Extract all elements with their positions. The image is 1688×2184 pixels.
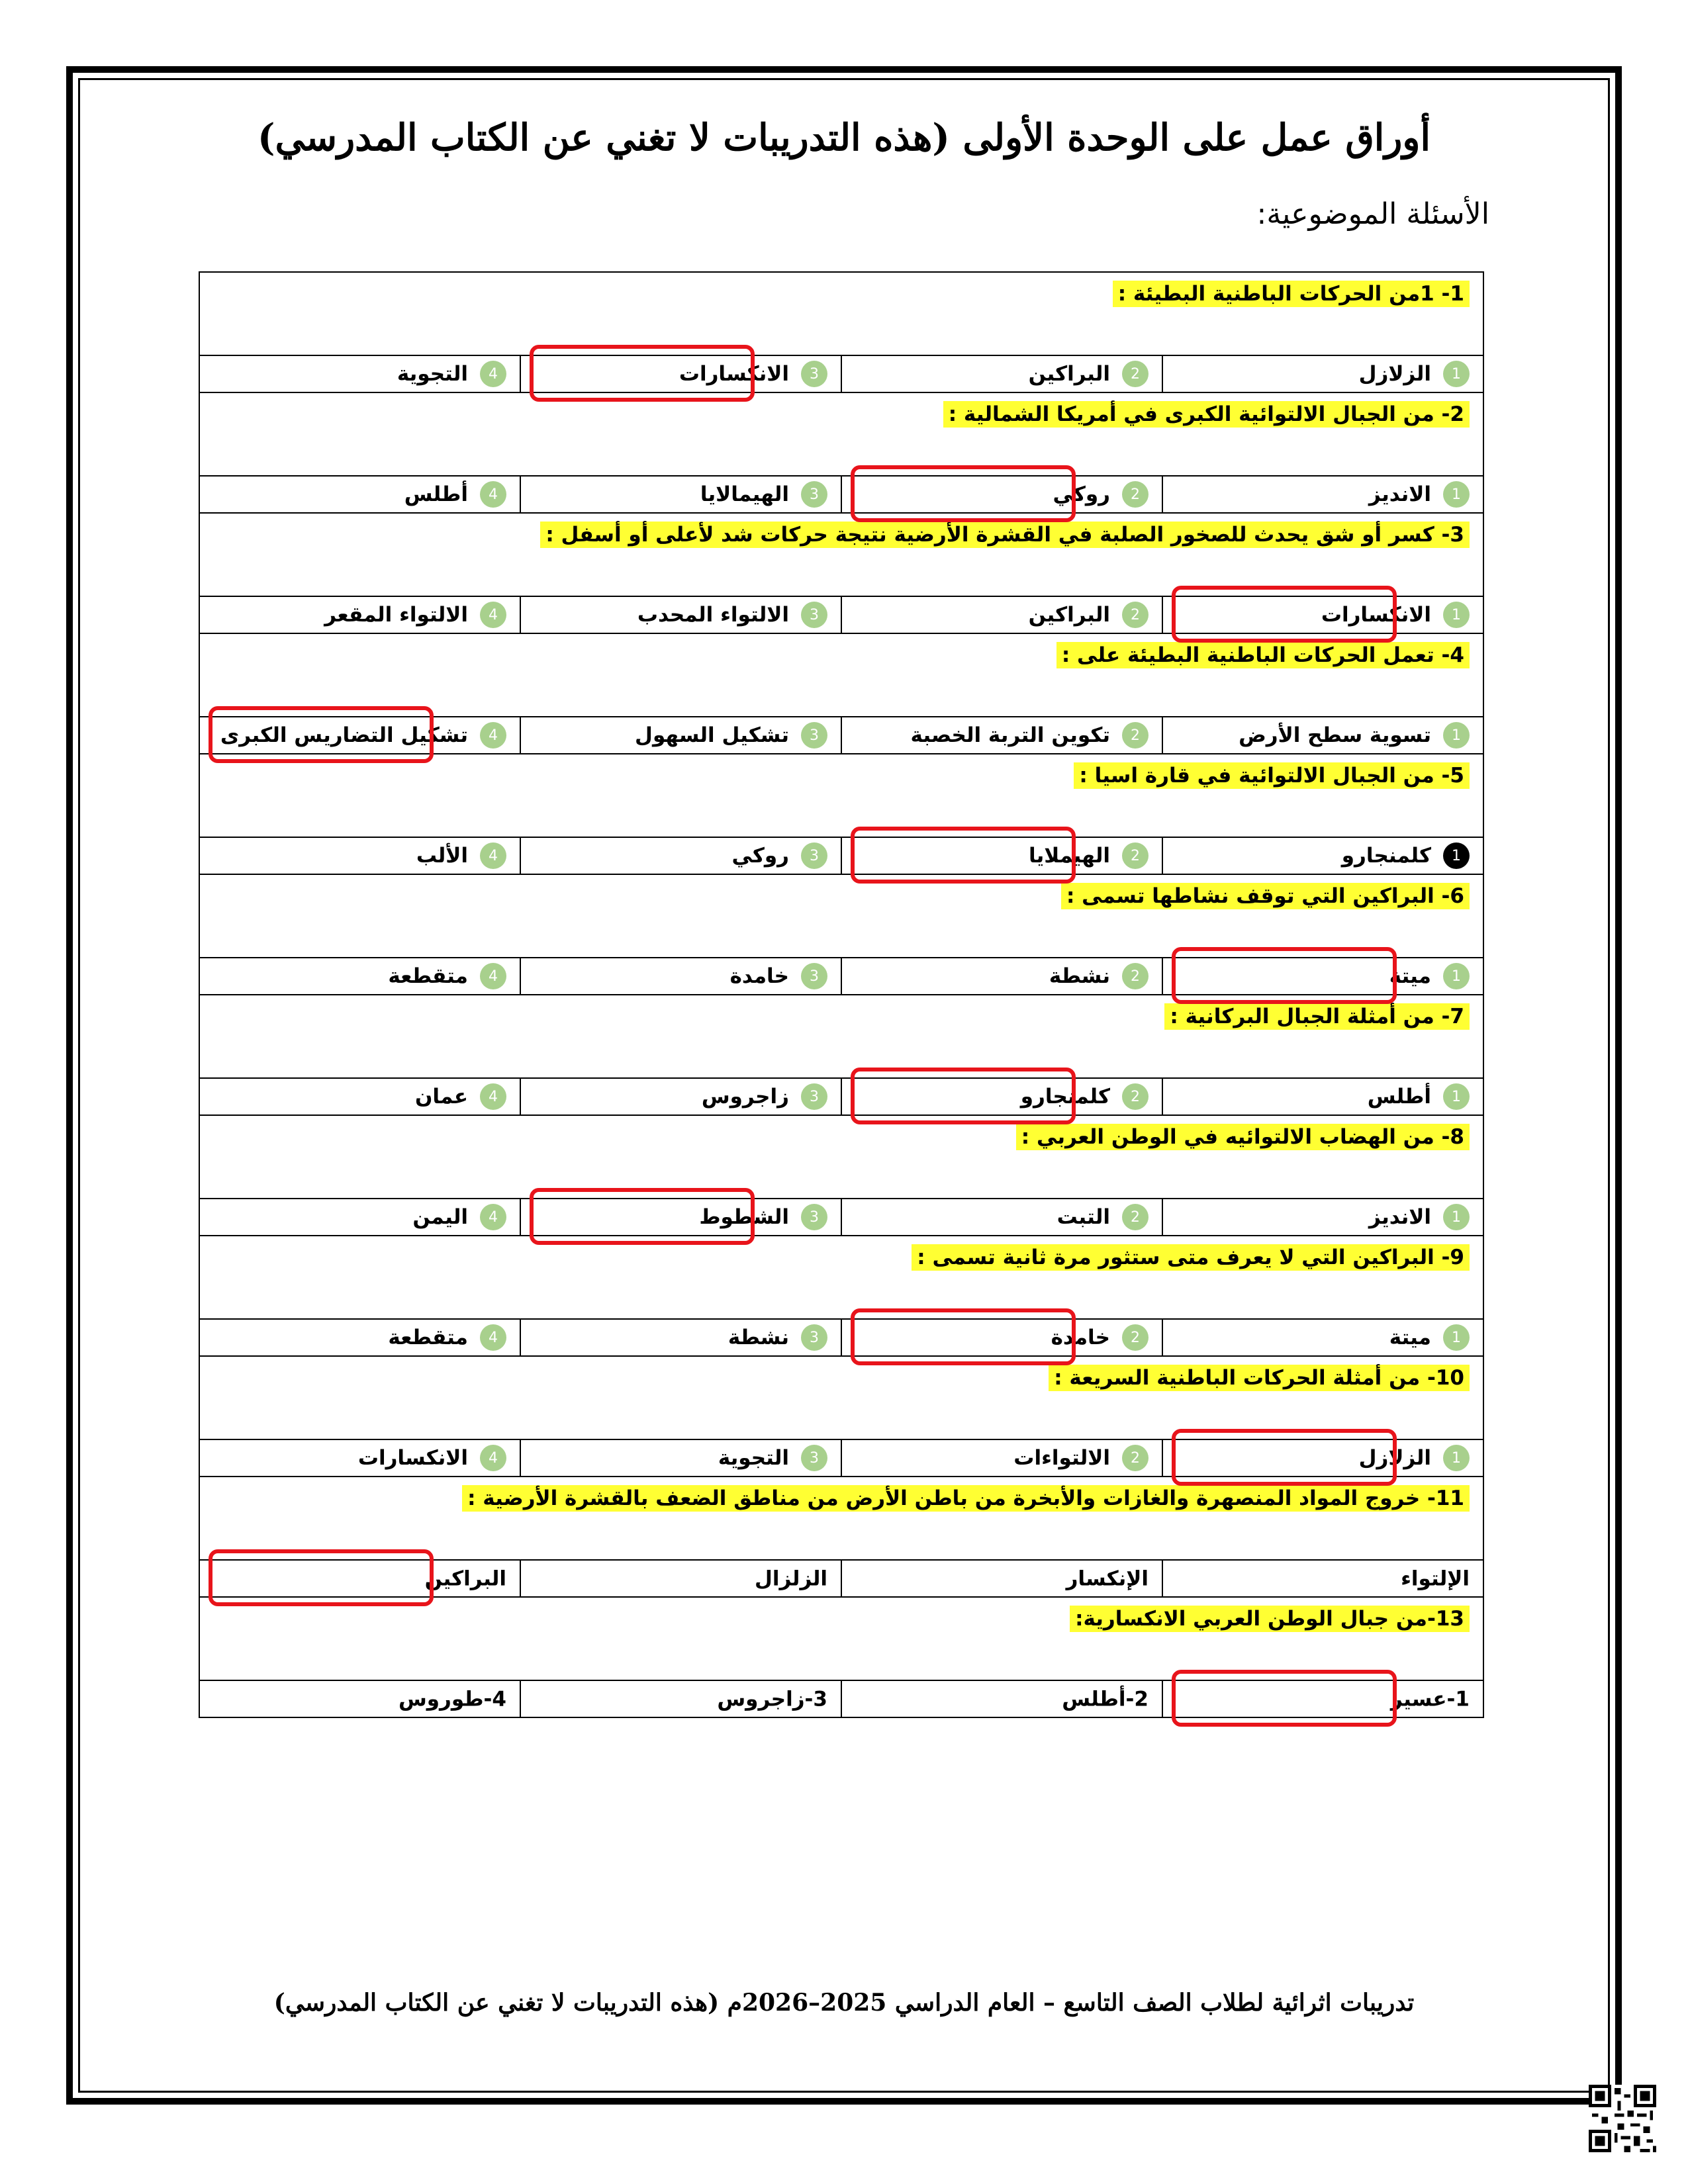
option-text: 2-أطلس (1062, 1687, 1149, 1711)
option-text: أطلس (1367, 1085, 1431, 1109)
option-text: تشكيل السهول (635, 723, 789, 747)
question-text: 7- من أمثلة الجبال البركانية : (1164, 1003, 1470, 1030)
option-cell (1162, 1078, 1483, 1115)
option-cell (841, 1319, 1162, 1356)
option-number-badge: 4 (480, 1324, 506, 1351)
option-text: 1-عسير (1390, 1687, 1470, 1711)
option-number-badge: 2 (1122, 602, 1149, 628)
question-row (199, 1356, 1483, 1439)
question-row (199, 1597, 1483, 1680)
option-text: متقطعة (388, 964, 468, 988)
option-cell (199, 1560, 520, 1597)
option-cell (520, 717, 841, 754)
option-number-badge: 4 (480, 963, 506, 989)
option-text: الالتواء المقعر (324, 603, 468, 627)
option-number-badge: 1 (1443, 842, 1470, 869)
option-cell (1162, 1439, 1483, 1477)
option-cell (841, 1078, 1162, 1115)
option-number-badge: 2 (1122, 1083, 1149, 1110)
option-cell (841, 1199, 1162, 1236)
option-number-badge: 3 (801, 1324, 827, 1351)
question-row (199, 272, 1483, 355)
option-number-badge: 3 (801, 1445, 827, 1471)
option-text: روكي (731, 844, 789, 868)
question-row (199, 1115, 1483, 1199)
question-text: 3- كسر أو شق يحدث للصخور الصلبة في القشرة الأرضية نتيجة حركات شد لأعلى أو أسفل : (540, 522, 1470, 548)
option-cell (841, 717, 1162, 754)
option-text: الهيمالايا (700, 482, 789, 506)
questions-table (199, 271, 1484, 1718)
option-number-badge: 2 (1122, 1204, 1149, 1230)
options-row (199, 1439, 1483, 1477)
option-number-badge: 4 (480, 1204, 506, 1230)
options-row (199, 1560, 1483, 1597)
option-number-badge: 2 (1122, 1445, 1149, 1471)
options-row (199, 958, 1483, 995)
option-cell (199, 476, 520, 513)
question-row (199, 513, 1483, 596)
option-text: ميتة (1389, 1326, 1431, 1349)
option-cell (199, 355, 520, 392)
option-number-badge: 3 (801, 722, 827, 749)
option-number-badge: 3 (801, 361, 827, 387)
option-text: 3-زاجروس (717, 1687, 827, 1711)
option-cell (1162, 717, 1483, 754)
option-number-badge: 4 (480, 842, 506, 869)
option-text: الزلازل (1358, 362, 1431, 386)
option-number-badge: 2 (1122, 1324, 1149, 1351)
option-text: الالتواءات (1013, 1446, 1110, 1470)
option-cell (520, 1680, 841, 1717)
option-number-badge: 2 (1122, 481, 1149, 508)
option-text: ميتة (1389, 964, 1431, 988)
option-number-badge: 2 (1122, 722, 1149, 749)
option-cell (841, 1560, 1162, 1597)
option-text: روكي (1053, 482, 1110, 506)
question-text: 1- 1من الحركات الباطنية البطيئة : (1113, 281, 1470, 307)
question-row (199, 995, 1483, 1078)
question-row (199, 754, 1483, 837)
option-number-badge: 4 (480, 361, 506, 387)
option-number-badge: 1 (1443, 1445, 1470, 1471)
question-row (199, 392, 1483, 476)
option-text: التجوية (718, 1446, 789, 1470)
question-row (199, 874, 1483, 958)
option-cell (199, 717, 520, 754)
footer-note: تدريبات اثرائية لطلاب الصف التاسع – العام الدراسي 2025–2026م (هذه التدريبات لا تغني عن الكتاب المدرسي) (273, 1989, 1415, 2017)
option-text: الالتواء المحدب (637, 603, 789, 627)
option-text: نشطة (1049, 964, 1110, 988)
option-text: الزلازل (1358, 1446, 1431, 1470)
option-cell (520, 1199, 841, 1236)
option-number-badge: 2 (1122, 963, 1149, 989)
option-cell (199, 1319, 520, 1356)
question-text: 10- من أمثلة الحركات الباطنية السريعة : (1049, 1365, 1470, 1391)
option-text: الزلزال (755, 1567, 827, 1591)
option-text: الإنكسار (1066, 1567, 1149, 1591)
option-number-badge: 4 (480, 1445, 506, 1471)
question-text: 11- خروج المواد المنصهرة والغازات والأبخرة من باطن الأرض من مناطق الضعف بالقشرة الأرضية : (462, 1485, 1470, 1512)
option-text: 4-طوروس (399, 1687, 506, 1711)
options-row (199, 837, 1483, 874)
option-cell (841, 958, 1162, 995)
option-text: خامدة (729, 964, 789, 988)
option-cell (841, 476, 1162, 513)
option-number-badge: 1 (1443, 1324, 1470, 1351)
options-row (199, 1078, 1483, 1115)
option-text: خامدة (1051, 1326, 1110, 1349)
option-text: التبت (1056, 1205, 1110, 1229)
question-text: 13-من جبال الوطن العربي الانكسارية: (1070, 1606, 1470, 1632)
option-cell (520, 1560, 841, 1597)
section-subtitle: الأسئلة الموضوعية: (1256, 197, 1489, 231)
option-cell (199, 1078, 520, 1115)
option-number-badge: 2 (1122, 842, 1149, 869)
options-row (199, 717, 1483, 754)
option-cell (520, 355, 841, 392)
question-row (199, 1236, 1483, 1319)
option-number-badge: 4 (480, 722, 506, 749)
question-text: 2- من الجبال الالتوائية الكبرى في أمريكا الشمالية : (943, 401, 1470, 428)
option-text: الانكسارات (1321, 603, 1431, 627)
option-number-badge: 3 (801, 842, 827, 869)
option-number-badge: 1 (1443, 1204, 1470, 1230)
option-cell (1162, 355, 1483, 392)
qr-code-icon (1589, 2085, 1656, 2152)
option-number-badge: 2 (1122, 361, 1149, 387)
options-row (199, 1199, 1483, 1236)
option-number-badge: 3 (801, 1083, 827, 1110)
option-cell (199, 837, 520, 874)
option-cell (841, 1680, 1162, 1717)
worksheet-title: أوراق عمل على الوحدة الأولى (هذه التدريبات لا تغني عن الكتاب المدرسي) (257, 116, 1430, 159)
option-number-badge: 1 (1443, 602, 1470, 628)
option-text: البراكين (1028, 362, 1110, 386)
option-text: الألب (416, 844, 468, 868)
option-text: البراكين (1028, 603, 1110, 627)
option-number-badge: 4 (480, 602, 506, 628)
question-row (199, 1477, 1483, 1560)
option-text: الشطوط (699, 1205, 789, 1229)
options-row (199, 1319, 1483, 1356)
option-text: تكوين التربة الخصبة (910, 723, 1110, 747)
option-text: الهيملايا (1029, 844, 1110, 868)
option-text: كلمنجارو (1341, 844, 1431, 868)
option-cell (199, 596, 520, 633)
option-text: تسوية سطح الأرض (1239, 723, 1431, 747)
question-text: 9- البراكين التي لا يعرف متى ستثور مرة ثانية تسمى : (912, 1244, 1470, 1271)
option-cell (1162, 1680, 1483, 1717)
option-cell (1162, 1199, 1483, 1236)
option-number-badge: 4 (480, 481, 506, 508)
option-text: الإلتواء (1401, 1567, 1470, 1591)
options-row (199, 355, 1483, 392)
option-number-badge: 1 (1443, 722, 1470, 749)
option-cell (841, 596, 1162, 633)
option-cell (841, 355, 1162, 392)
options-row (199, 1680, 1483, 1717)
question-text: 4- تعمل الحركات الباطنية البطيئة على : (1056, 642, 1470, 668)
option-text: البراكين (424, 1567, 506, 1591)
option-text: اليمن (412, 1205, 468, 1229)
option-cell (199, 1439, 520, 1477)
option-number-badge: 3 (801, 963, 827, 989)
question-text: 6- البراكين التي توقف نشاطها تسمى : (1061, 883, 1470, 909)
option-number-badge: 3 (801, 481, 827, 508)
option-cell (1162, 837, 1483, 874)
option-cell (1162, 476, 1483, 513)
option-cell (1162, 596, 1483, 633)
option-text: الانكسارات (357, 1446, 468, 1470)
option-text: عمان (414, 1085, 468, 1109)
option-cell (1162, 958, 1483, 995)
option-text: كلمنجارو (1020, 1085, 1110, 1109)
question-text: 5- من الجبال الالتوائية في قارة اسيا : (1074, 762, 1470, 789)
option-text: زاجروس (701, 1085, 789, 1109)
option-text: التجوية (397, 362, 468, 386)
option-cell (199, 1680, 520, 1717)
option-text: نشطة (727, 1326, 789, 1349)
option-number-badge: 1 (1443, 481, 1470, 508)
option-number-badge: 4 (480, 1083, 506, 1110)
option-cell (520, 1439, 841, 1477)
option-number-badge: 1 (1443, 1083, 1470, 1110)
option-cell (199, 958, 520, 995)
option-number-badge: 3 (801, 602, 827, 628)
option-cell (520, 1078, 841, 1115)
option-number-badge: 1 (1443, 963, 1470, 989)
option-cell (520, 1319, 841, 1356)
option-cell (520, 837, 841, 874)
option-text: تشكيل التضاريس الكبرى (220, 723, 468, 747)
option-text: الانديز (1368, 1205, 1431, 1229)
option-cell (199, 1199, 520, 1236)
question-row (199, 633, 1483, 717)
option-cell (520, 958, 841, 995)
option-cell (841, 837, 1162, 874)
question-text: 8- من الهضاب الالتوائيه في الوطن العربي : (1016, 1124, 1470, 1150)
option-text: أطلس (404, 482, 468, 506)
option-text: الانديز (1368, 482, 1431, 506)
option-cell (1162, 1319, 1483, 1356)
option-number-badge: 1 (1443, 361, 1470, 387)
options-row (199, 596, 1483, 633)
option-cell (841, 1439, 1162, 1477)
option-number-badge: 3 (801, 1204, 827, 1230)
option-text: متقطعة (388, 1326, 468, 1349)
options-row (199, 476, 1483, 513)
option-cell (520, 596, 841, 633)
option-cell (1162, 1560, 1483, 1597)
option-text: الانكسارات (679, 362, 789, 386)
option-cell (520, 476, 841, 513)
